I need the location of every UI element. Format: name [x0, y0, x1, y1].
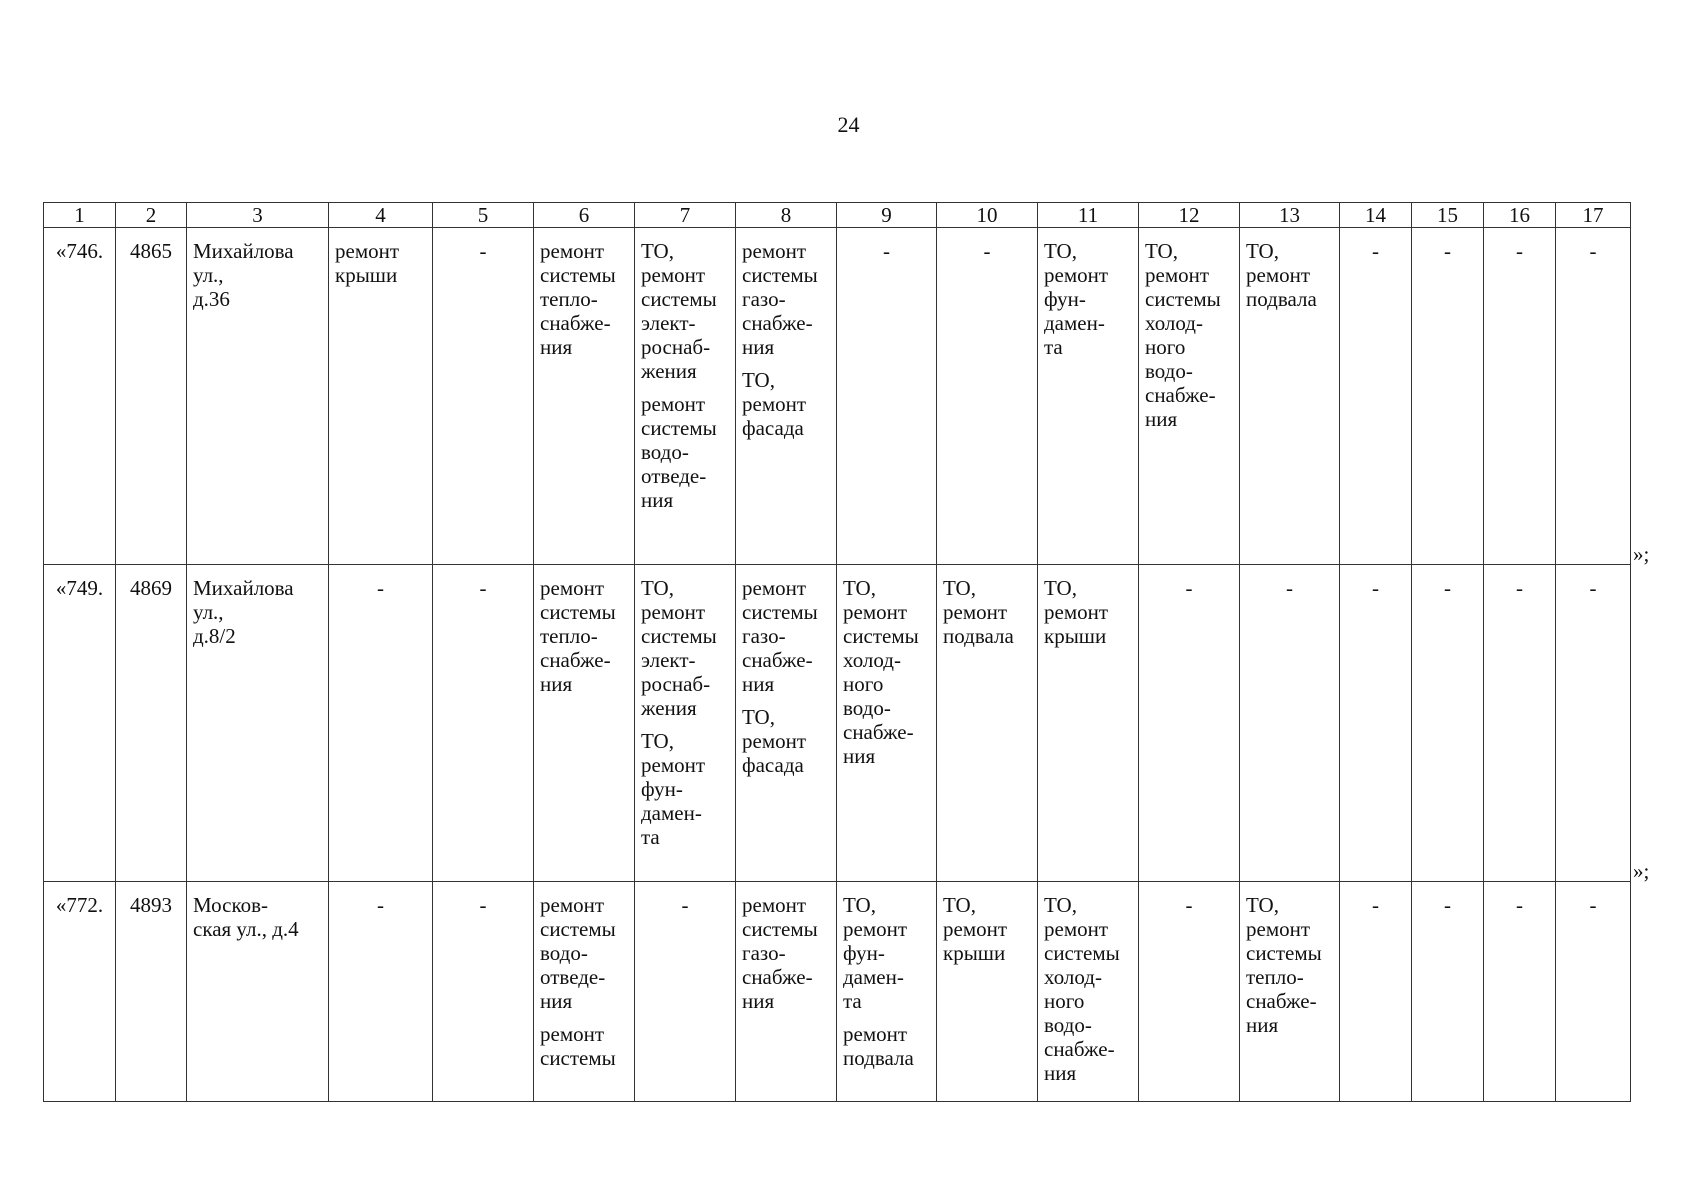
empty-dash: -: [1589, 576, 1597, 600]
empty-dash: -: [1516, 576, 1523, 600]
empty-dash: -: [1444, 893, 1451, 917]
table-row: [44, 565, 1631, 882]
cell-col-6: [534, 228, 635, 565]
empty-dash: -: [1286, 576, 1293, 600]
column-header: 8: [736, 203, 837, 228]
column-header: 7: [635, 203, 736, 228]
empty-dash: -: [1589, 893, 1597, 917]
column-header: 17: [1556, 203, 1631, 228]
work-item: ремонт системы: [540, 1022, 616, 1070]
building-code: 4893: [130, 893, 172, 917]
work-item: ТО, ремонт фасада: [742, 705, 807, 777]
empty-dash: -: [883, 239, 890, 263]
work-item: ремонт системы газо- снабже- ния: [742, 576, 818, 696]
row-number: «772.: [55, 893, 104, 917]
cell-col-4: [329, 228, 433, 565]
work-item: ремонт системы газо- снабже- ния: [742, 893, 818, 1013]
work-item: ТО, ремонт системы элект- роснаб- жения: [641, 576, 717, 720]
cell-col-13: [1240, 228, 1340, 565]
cell-address: [187, 565, 329, 882]
cell-col-16: [1484, 228, 1556, 565]
column-header: 2: [116, 203, 187, 228]
cell-col-5: [433, 565, 534, 882]
work-item: ТО, ремонт фасада: [742, 368, 807, 440]
empty-dash: -: [1372, 576, 1379, 600]
work-item: ТО, ремонт системы холод- ного водо- снабже- ния: [1044, 893, 1120, 1085]
column-header: 11: [1038, 203, 1139, 228]
cell-col-13: [1240, 565, 1340, 882]
column-header: 6: [534, 203, 635, 228]
work-item: ТО, ремонт системы тепло- снабже- ния: [1246, 893, 1322, 1037]
empty-dash: -: [1372, 239, 1379, 263]
column-header: 3: [187, 203, 329, 228]
work-item: ремонт подвала: [843, 1022, 914, 1070]
cell-col-14: [1340, 228, 1412, 565]
work-item: ремонт системы водо- отведе- ния: [641, 392, 717, 512]
row-number: «746.: [55, 239, 104, 263]
work-item: ремонт системы тепло- снабже- ния: [540, 576, 616, 696]
cell-col-10: [937, 565, 1038, 882]
empty-dash: -: [1516, 239, 1523, 263]
work-item: ремонт системы водо- отведе- ния: [540, 893, 616, 1013]
table-row: [44, 882, 1631, 1102]
cell-building-code: [116, 228, 187, 565]
closing-quote: »;: [1633, 859, 1650, 883]
cell-col-7: [635, 565, 736, 882]
work-item: ТО, ремонт крыши: [943, 893, 1008, 965]
table-row: [44, 228, 1631, 565]
work-item: ТО, ремонт подвала: [1246, 239, 1317, 311]
page-number: 24: [837, 112, 860, 137]
empty-dash: -: [377, 576, 384, 600]
building-code: 4865: [130, 239, 172, 263]
cell-col-4: [329, 882, 433, 1102]
cell-col-7: [635, 882, 736, 1102]
column-header: 14: [1340, 203, 1412, 228]
cell-col-12: [1139, 228, 1240, 565]
work-schedule-table: [43, 202, 1631, 1102]
work-item: ТО, ремонт системы элект- роснаб- жения: [641, 239, 717, 383]
empty-dash: -: [1516, 893, 1523, 917]
cell-col-11: [1038, 228, 1139, 565]
cell-col-7: [635, 228, 736, 565]
cell-col-14: [1340, 882, 1412, 1102]
column-header: 4: [329, 203, 433, 228]
cell-address: [187, 228, 329, 565]
building-code: 4869: [130, 576, 172, 600]
empty-dash: -: [479, 893, 487, 917]
work-item: ТО, ремонт фун- дамен- та: [1044, 239, 1109, 359]
cell-col-8: [736, 565, 837, 882]
column-header: 9: [837, 203, 937, 228]
cell-col-6: [534, 882, 635, 1102]
cell-col-16: [1484, 565, 1556, 882]
column-header: 5: [433, 203, 534, 228]
cell-col-15: [1412, 882, 1484, 1102]
cell-col-12: [1139, 565, 1240, 882]
cell-col-17: [1556, 882, 1631, 1102]
cell-col-15: [1412, 565, 1484, 882]
work-item: ремонт системы газо- снабже- ния: [742, 239, 818, 359]
column-header: 15: [1412, 203, 1484, 228]
cell-col-17: [1556, 565, 1631, 882]
closing-quote: »;: [1633, 542, 1650, 566]
empty-dash: -: [1372, 893, 1379, 917]
empty-dash: -: [983, 239, 991, 263]
work-item: ТО, ремонт фун- дамен- та: [641, 729, 706, 849]
address: Москов- ская ул., д.4: [193, 893, 299, 941]
empty-dash: -: [377, 893, 384, 917]
empty-dash: -: [1185, 893, 1193, 917]
cell-col-12: [1139, 882, 1240, 1102]
cell-col-5: [433, 228, 534, 565]
work-item: ремонт крыши: [335, 239, 400, 287]
empty-dash: -: [479, 576, 487, 600]
cell-col-9: [837, 565, 937, 882]
work-item: ТО, ремонт подвала: [943, 576, 1014, 648]
cell-row-number: [44, 228, 116, 565]
cell-col-11: [1038, 882, 1139, 1102]
cell-col-14: [1340, 565, 1412, 882]
address: Михайлова ул., д.8/2: [193, 576, 294, 648]
cell-address: [187, 882, 329, 1102]
cell-col-4: [329, 565, 433, 882]
column-header: 12: [1139, 203, 1240, 228]
address: Михайлова ул., д.36: [193, 239, 294, 311]
empty-dash: -: [1185, 576, 1193, 600]
cell-col-16: [1484, 882, 1556, 1102]
header-row: [44, 203, 1631, 228]
empty-dash: -: [1444, 576, 1451, 600]
empty-dash: -: [1444, 239, 1451, 263]
work-item: ТО, ремонт системы холод- ного водо- снабже- ния: [1145, 239, 1221, 431]
cell-col-15: [1412, 228, 1484, 565]
cell-row-number: [44, 882, 116, 1102]
cell-col-10: [937, 882, 1038, 1102]
cell-col-10: [937, 228, 1038, 565]
cell-col-6: [534, 565, 635, 882]
cell-col-13: [1240, 882, 1340, 1102]
column-header: 16: [1484, 203, 1556, 228]
column-header: 1: [44, 203, 116, 228]
cell-col-8: [736, 882, 837, 1102]
row-number: «749.: [55, 576, 104, 600]
cell-col-17: [1556, 228, 1631, 565]
cell-building-code: [116, 565, 187, 882]
work-item: ТО, ремонт системы холод- ного водо- снабже- ния: [843, 576, 919, 768]
cell-col-8: [736, 228, 837, 565]
cell-col-11: [1038, 565, 1139, 882]
empty-dash: -: [1589, 239, 1597, 263]
cell-col-5: [433, 882, 534, 1102]
work-item: ТО, ремонт крыши: [1044, 576, 1109, 648]
column-header: 10: [937, 203, 1038, 228]
cell-building-code: [116, 882, 187, 1102]
cell-row-number: [44, 565, 116, 882]
empty-dash: -: [681, 893, 689, 917]
column-header: 13: [1240, 203, 1340, 228]
empty-dash: -: [479, 239, 487, 263]
work-item: ТО, ремонт фун- дамен- та: [843, 893, 908, 1013]
cell-col-9: [837, 228, 937, 565]
cell-col-9: [837, 882, 937, 1102]
work-item: ремонт системы тепло- снабже- ния: [540, 239, 616, 359]
